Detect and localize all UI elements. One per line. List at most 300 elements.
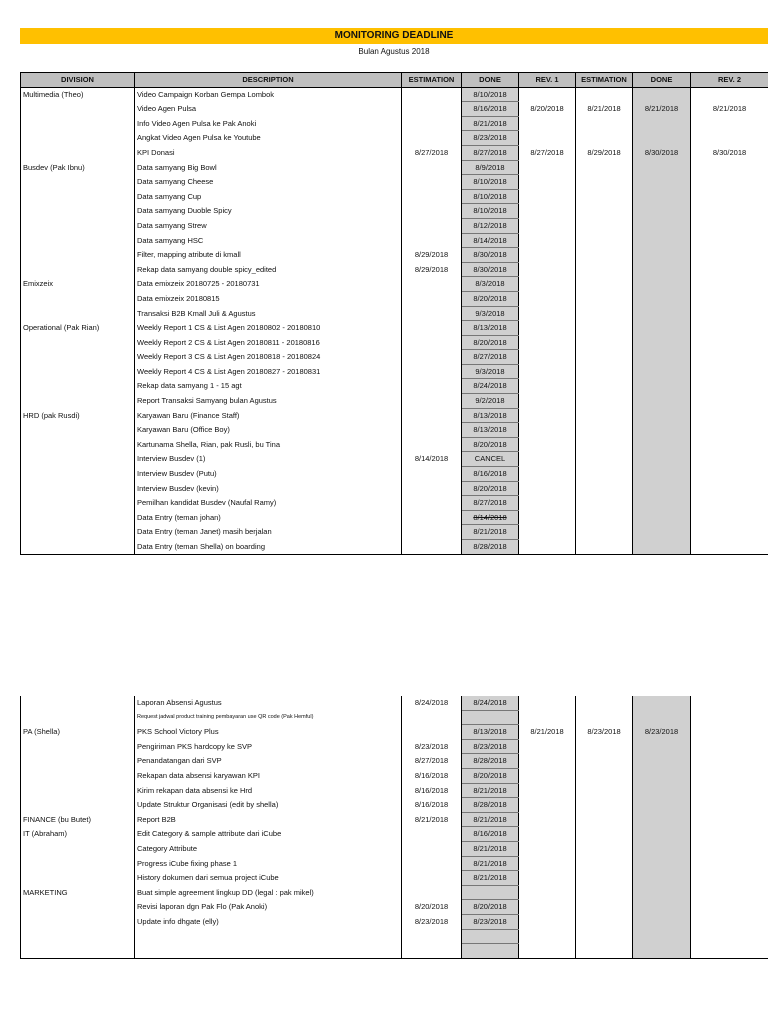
rev-2-cell — [691, 856, 768, 871]
rev-2-cell — [691, 189, 768, 204]
done-2-cell — [633, 467, 691, 482]
estimation-cell — [402, 871, 462, 886]
rev-2-cell: 8/21/2018 — [691, 102, 768, 117]
division-cell — [21, 262, 135, 277]
table-row — [21, 798, 768, 813]
rev-2-cell — [691, 812, 768, 827]
estimation-2-cell — [576, 218, 633, 233]
description-cell: Info Video Agen Pulsa ke Pak Anoki — [135, 116, 402, 131]
table-row — [21, 394, 768, 409]
rev-1-cell — [519, 189, 576, 204]
estimation-2-cell — [576, 437, 633, 452]
done-cell: 8/27/2018 — [462, 496, 519, 511]
table-row — [21, 116, 768, 131]
table-row — [21, 189, 768, 204]
rev-1-cell — [519, 900, 576, 915]
done-cell: 8/21/2018 — [462, 116, 519, 131]
done-2-cell — [633, 827, 691, 842]
done-2-cell — [633, 335, 691, 350]
estimation-2-cell — [576, 306, 633, 321]
rev-2-cell — [691, 783, 768, 798]
rev-1-cell — [519, 944, 576, 959]
table-row — [21, 496, 768, 511]
division-cell — [21, 841, 135, 856]
description-cell: Progress iCube fixing phase 1 — [135, 856, 402, 871]
description-cell: Weekly Report 1 CS & List Agen 20180802 - 20180810 — [135, 321, 402, 336]
division-cell: Operational (Pak Rian) — [21, 321, 135, 336]
rev-2-cell — [691, 900, 768, 915]
header-description: DESCRIPTION — [135, 73, 402, 88]
table-row — [21, 452, 768, 467]
estimation-2-cell — [576, 914, 633, 929]
estimation-cell: 8/23/2018 — [402, 914, 462, 929]
description-cell: Kartunama Shella, Rian, pak Rusli, bu Tina — [135, 437, 402, 452]
description-cell: Penandatangan dari SVP — [135, 754, 402, 769]
done-cell: 8/10/2018 — [462, 175, 519, 190]
division-cell: PA (Shella) — [21, 725, 135, 740]
description-cell: Data Entry (teman Janet) masih berjalan — [135, 525, 402, 540]
done-cell: 9/3/2018 — [462, 306, 519, 321]
done-cell: 8/30/2018 — [462, 248, 519, 263]
estimation-2-cell — [576, 116, 633, 131]
rev-2-cell — [691, 540, 768, 555]
table-row — [21, 827, 768, 842]
done-cell: 8/21/2018 — [462, 871, 519, 886]
table-row — [21, 218, 768, 233]
division-cell — [21, 481, 135, 496]
estimation-2-cell — [576, 423, 633, 438]
rev-2-cell — [691, 768, 768, 783]
estimation-cell — [402, 218, 462, 233]
done-2-cell — [633, 131, 691, 146]
description-cell: Angkat Video Agen Pulsa ke Youtube — [135, 131, 402, 146]
rev-2-cell — [691, 871, 768, 886]
description-cell: Request jadwal product training pembayaran use QR code (Pak Hemful) — [135, 710, 402, 725]
description-cell: PKS School Victory Plus — [135, 725, 402, 740]
done-2-cell — [633, 783, 691, 798]
description-cell: Update Struktur Organisasi (edit by shella) — [135, 798, 402, 813]
estimation-cell — [402, 364, 462, 379]
estimation-2-cell — [576, 496, 633, 511]
description-cell — [135, 929, 402, 944]
done-2-cell — [633, 364, 691, 379]
table-row — [21, 408, 768, 423]
done-2-cell — [633, 525, 691, 540]
done-cell: 8/28/2018 — [462, 754, 519, 769]
estimation-2-cell — [576, 233, 633, 248]
done-2-cell — [633, 160, 691, 175]
table-row — [21, 710, 768, 725]
report-title: MONITORING DEADLINE — [20, 28, 768, 44]
rev-1-cell — [519, 467, 576, 482]
table-row — [21, 944, 768, 959]
table-row — [21, 783, 768, 798]
estimation-2-cell — [576, 481, 633, 496]
description-cell: Filter, mapping atribute di kmall — [135, 248, 402, 263]
division-cell — [21, 248, 135, 263]
header-rev-1: REV. 1 — [519, 73, 576, 88]
rev-1-cell: 8/21/2018 — [519, 725, 576, 740]
rev-2-cell — [691, 379, 768, 394]
done-2-cell — [633, 204, 691, 219]
rev-2-cell — [691, 350, 768, 365]
estimation-cell — [402, 87, 462, 102]
estimation-cell — [402, 116, 462, 131]
done-cell: 8/16/2018 — [462, 102, 519, 117]
done-cell: 8/20/2018 — [462, 481, 519, 496]
description-cell: Category Attribute — [135, 841, 402, 856]
rev-2-cell — [691, 306, 768, 321]
division-cell: IT (Abraham) — [21, 827, 135, 842]
estimation-cell: 8/16/2018 — [402, 798, 462, 813]
done-cell: 8/13/2018 — [462, 423, 519, 438]
done-2-cell — [633, 291, 691, 306]
estimation-2-cell — [576, 262, 633, 277]
done-cell: 8/23/2018 — [462, 131, 519, 146]
division-cell — [21, 496, 135, 511]
estimation-cell — [402, 710, 462, 725]
table-header-row — [21, 73, 768, 88]
rev-1-cell — [519, 496, 576, 511]
rev-1-cell — [519, 218, 576, 233]
rev-2-cell — [691, 364, 768, 379]
done-2-cell — [633, 218, 691, 233]
estimation-2-cell — [576, 321, 633, 336]
table-row — [21, 885, 768, 900]
description-cell: Data samyang Big Bowl — [135, 160, 402, 175]
rev-1-cell — [519, 350, 576, 365]
description-cell: Kirim rekapan data absensi ke Hrd — [135, 783, 402, 798]
rev-1-cell — [519, 335, 576, 350]
rev-1-cell — [519, 204, 576, 219]
estimation-2-cell — [576, 335, 633, 350]
done-cell: 8/16/2018 — [462, 827, 519, 842]
estimation-cell — [402, 306, 462, 321]
estimation-2-cell — [576, 394, 633, 409]
estimation-2-cell — [576, 525, 633, 540]
estimation-2-cell — [576, 812, 633, 827]
table-row — [21, 131, 768, 146]
table-row — [21, 929, 768, 944]
table-row — [21, 291, 768, 306]
rev-2-cell — [691, 131, 768, 146]
rev-1-cell — [519, 856, 576, 871]
header-estimation: ESTIMATION — [402, 73, 462, 88]
done-2-cell — [633, 944, 691, 959]
rev-1-cell: 8/27/2018 — [519, 145, 576, 160]
rev-1-cell — [519, 929, 576, 944]
rev-1-cell — [519, 783, 576, 798]
header-rev-2: REV. 2 — [691, 73, 768, 88]
done-cell: 8/20/2018 — [462, 900, 519, 915]
rev-1-cell — [519, 481, 576, 496]
table-row — [21, 145, 768, 160]
division-cell — [21, 189, 135, 204]
table-row — [21, 754, 768, 769]
estimation-cell — [402, 291, 462, 306]
header-done: DONE — [462, 73, 519, 88]
division-cell: Busdev (Pak Ibnu) — [21, 160, 135, 175]
table-row — [21, 233, 768, 248]
division-cell — [21, 204, 135, 219]
description-cell: Data emixzeix 20180815 — [135, 291, 402, 306]
estimation-cell — [402, 233, 462, 248]
rev-2-cell — [691, 696, 768, 710]
estimation-2-cell — [576, 871, 633, 886]
description-cell: Pemilhan kandidat Busdev (Naufal Ramy) — [135, 496, 402, 511]
division-cell — [21, 739, 135, 754]
done-cell: 8/14/2018 — [462, 510, 519, 525]
division-cell — [21, 423, 135, 438]
estimation-cell: 8/16/2018 — [402, 768, 462, 783]
estimation-2-cell — [576, 510, 633, 525]
estimation-cell — [402, 944, 462, 959]
done-cell: 8/13/2018 — [462, 408, 519, 423]
estimation-2-cell — [576, 783, 633, 798]
division-cell — [21, 871, 135, 886]
done-cell: 8/9/2018 — [462, 160, 519, 175]
division-cell — [21, 696, 135, 710]
division-cell — [21, 175, 135, 190]
estimation-cell — [402, 725, 462, 740]
rev-2-cell — [691, 481, 768, 496]
rev-2-cell: 8/30/2018 — [691, 145, 768, 160]
table-row — [21, 160, 768, 175]
table-row — [21, 364, 768, 379]
done-cell: 8/21/2018 — [462, 783, 519, 798]
estimation-cell — [402, 379, 462, 394]
done-cell: 8/14/2018 — [462, 233, 519, 248]
done-cell: 8/10/2018 — [462, 189, 519, 204]
estimation-2-cell: 8/21/2018 — [576, 102, 633, 117]
done-cell: 8/28/2018 — [462, 798, 519, 813]
done-2-cell — [633, 798, 691, 813]
rev-2-cell — [691, 116, 768, 131]
table-row — [21, 306, 768, 321]
division-cell: Multimedia (Theo) — [21, 87, 135, 102]
description-cell: Weekly Report 2 CS & List Agen 20180811 - 20180816 — [135, 335, 402, 350]
rev-2-cell — [691, 335, 768, 350]
estimation-cell — [402, 423, 462, 438]
description-cell: Data samyang HSC — [135, 233, 402, 248]
division-cell — [21, 525, 135, 540]
done-2-cell — [633, 262, 691, 277]
done-2-cell — [633, 540, 691, 555]
done-cell: 8/28/2018 — [462, 540, 519, 555]
division-cell — [21, 944, 135, 959]
rev-1-cell — [519, 87, 576, 102]
done-2-cell: 8/23/2018 — [633, 725, 691, 740]
rev-1-cell — [519, 364, 576, 379]
division-cell — [21, 116, 135, 131]
description-cell: Laporan Absensi Agustus — [135, 696, 402, 710]
estimation-cell — [402, 467, 462, 482]
rev-2-cell — [691, 175, 768, 190]
rev-2-cell — [691, 929, 768, 944]
table-row — [21, 262, 768, 277]
rev-1-cell — [519, 262, 576, 277]
description-cell: Interview Busdev (1) — [135, 452, 402, 467]
done-2-cell — [633, 379, 691, 394]
header-estimation-2: ESTIMATION — [576, 73, 633, 88]
rev-1-cell — [519, 306, 576, 321]
estimation-cell — [402, 160, 462, 175]
division-cell — [21, 783, 135, 798]
description-cell — [135, 944, 402, 959]
table-row — [21, 739, 768, 754]
rev-1-cell — [519, 696, 576, 710]
done-2-cell — [633, 710, 691, 725]
description-cell: Update info dhgate (elly) — [135, 914, 402, 929]
rev-1-cell — [519, 452, 576, 467]
rev-2-cell — [691, 525, 768, 540]
deadline-table-page-1 — [20, 72, 768, 555]
description-cell: Pengiriman PKS hardcopy ke SVP — [135, 739, 402, 754]
done-cell: 9/2/2018 — [462, 394, 519, 409]
estimation-cell — [402, 885, 462, 900]
division-cell — [21, 914, 135, 929]
rev-2-cell — [691, 467, 768, 482]
description-cell: Video Agen Pulsa — [135, 102, 402, 117]
estimation-cell — [402, 827, 462, 842]
estimation-2-cell — [576, 841, 633, 856]
done-cell: 8/13/2018 — [462, 321, 519, 336]
done-2-cell — [633, 871, 691, 886]
rev-1-cell — [519, 739, 576, 754]
rev-1-cell — [519, 379, 576, 394]
done-cell: 8/20/2018 — [462, 291, 519, 306]
done-2-cell — [633, 189, 691, 204]
estimation-2-cell — [576, 768, 633, 783]
division-cell — [21, 350, 135, 365]
estimation-2-cell — [576, 467, 633, 482]
report-subtitle: Bulan Agustus 2018 — [358, 47, 430, 56]
rev-1-cell — [519, 827, 576, 842]
division-cell — [21, 452, 135, 467]
description-cell: Transaksi B2B Kmall Juli & Agustus — [135, 306, 402, 321]
estimation-cell — [402, 408, 462, 423]
done-2-cell — [633, 423, 691, 438]
division-cell — [21, 510, 135, 525]
estimation-2-cell — [576, 364, 633, 379]
division-cell: HRD (pak Rusdi) — [21, 408, 135, 423]
estimation-cell — [402, 437, 462, 452]
estimation-2-cell — [576, 189, 633, 204]
done-2-cell — [633, 87, 691, 102]
done-2-cell — [633, 754, 691, 769]
done-2-cell — [633, 496, 691, 511]
done-cell: 8/3/2018 — [462, 277, 519, 292]
rev-2-cell — [691, 754, 768, 769]
table-row — [21, 423, 768, 438]
estimation-cell: 8/21/2018 — [402, 812, 462, 827]
estimation-2-cell: 8/29/2018 — [576, 145, 633, 160]
estimation-2-cell — [576, 827, 633, 842]
done-cell: 8/12/2018 — [462, 218, 519, 233]
estimation-cell — [402, 204, 462, 219]
done-cell: 8/20/2018 — [462, 437, 519, 452]
estimation-2-cell — [576, 710, 633, 725]
division-cell: FINANCE (bu Butet) — [21, 812, 135, 827]
estimation-cell — [402, 102, 462, 117]
done-cell: 8/23/2018 — [462, 739, 519, 754]
table-row — [21, 481, 768, 496]
rev-2-cell — [691, 321, 768, 336]
estimation-2-cell — [576, 204, 633, 219]
division-cell — [21, 856, 135, 871]
table-row — [21, 248, 768, 263]
header-division: DIVISION — [21, 73, 135, 88]
done-cell: 8/21/2018 — [462, 812, 519, 827]
division-cell — [21, 364, 135, 379]
rev-1-cell — [519, 841, 576, 856]
done-cell — [462, 944, 519, 959]
division-cell — [21, 900, 135, 915]
estimation-2-cell — [576, 696, 633, 710]
rev-1-cell — [519, 321, 576, 336]
table-row — [21, 768, 768, 783]
description-cell: Revisi laporan dgn Pak Flo (Pak Anoki) — [135, 900, 402, 915]
done-2-cell — [633, 739, 691, 754]
division-cell — [21, 467, 135, 482]
table-row — [21, 102, 768, 117]
division-cell — [21, 335, 135, 350]
done-cell: CANCEL — [462, 452, 519, 467]
done-cell: 8/13/2018 — [462, 725, 519, 740]
division-cell — [21, 131, 135, 146]
division-cell: Emixzeix — [21, 277, 135, 292]
estimation-cell — [402, 131, 462, 146]
estimation-2-cell — [576, 929, 633, 944]
done-2-cell — [633, 350, 691, 365]
table-row — [21, 379, 768, 394]
table-row — [21, 350, 768, 365]
description-cell: Rekap data samyang 1 - 15 agt — [135, 379, 402, 394]
done-2-cell — [633, 696, 691, 710]
rev-2-cell — [691, 510, 768, 525]
division-cell — [21, 218, 135, 233]
table-row — [21, 696, 768, 710]
estimation-2-cell — [576, 798, 633, 813]
rev-2-cell — [691, 87, 768, 102]
rev-1-cell — [519, 423, 576, 438]
table-row — [21, 856, 768, 871]
estimation-cell — [402, 856, 462, 871]
rev-1-cell — [519, 408, 576, 423]
done-2-cell — [633, 437, 691, 452]
rev-1-cell — [519, 710, 576, 725]
table-row — [21, 914, 768, 929]
table-row — [21, 540, 768, 555]
table-row — [21, 510, 768, 525]
estimation-2-cell — [576, 739, 633, 754]
table-row — [21, 725, 768, 740]
rev-1-cell — [519, 277, 576, 292]
table-row — [21, 900, 768, 915]
estimation-2-cell — [576, 248, 633, 263]
estimation-2-cell — [576, 452, 633, 467]
rev-2-cell — [691, 248, 768, 263]
estimation-2-cell — [576, 900, 633, 915]
description-cell: Karyawan Baru (Office Boy) — [135, 423, 402, 438]
rev-2-cell — [691, 452, 768, 467]
done-2-cell — [633, 900, 691, 915]
header-done-2: DONE — [633, 73, 691, 88]
done-2-cell: 8/21/2018 — [633, 102, 691, 117]
done-2-cell — [633, 929, 691, 944]
done-2-cell — [633, 248, 691, 263]
estimation-2-cell — [576, 379, 633, 394]
